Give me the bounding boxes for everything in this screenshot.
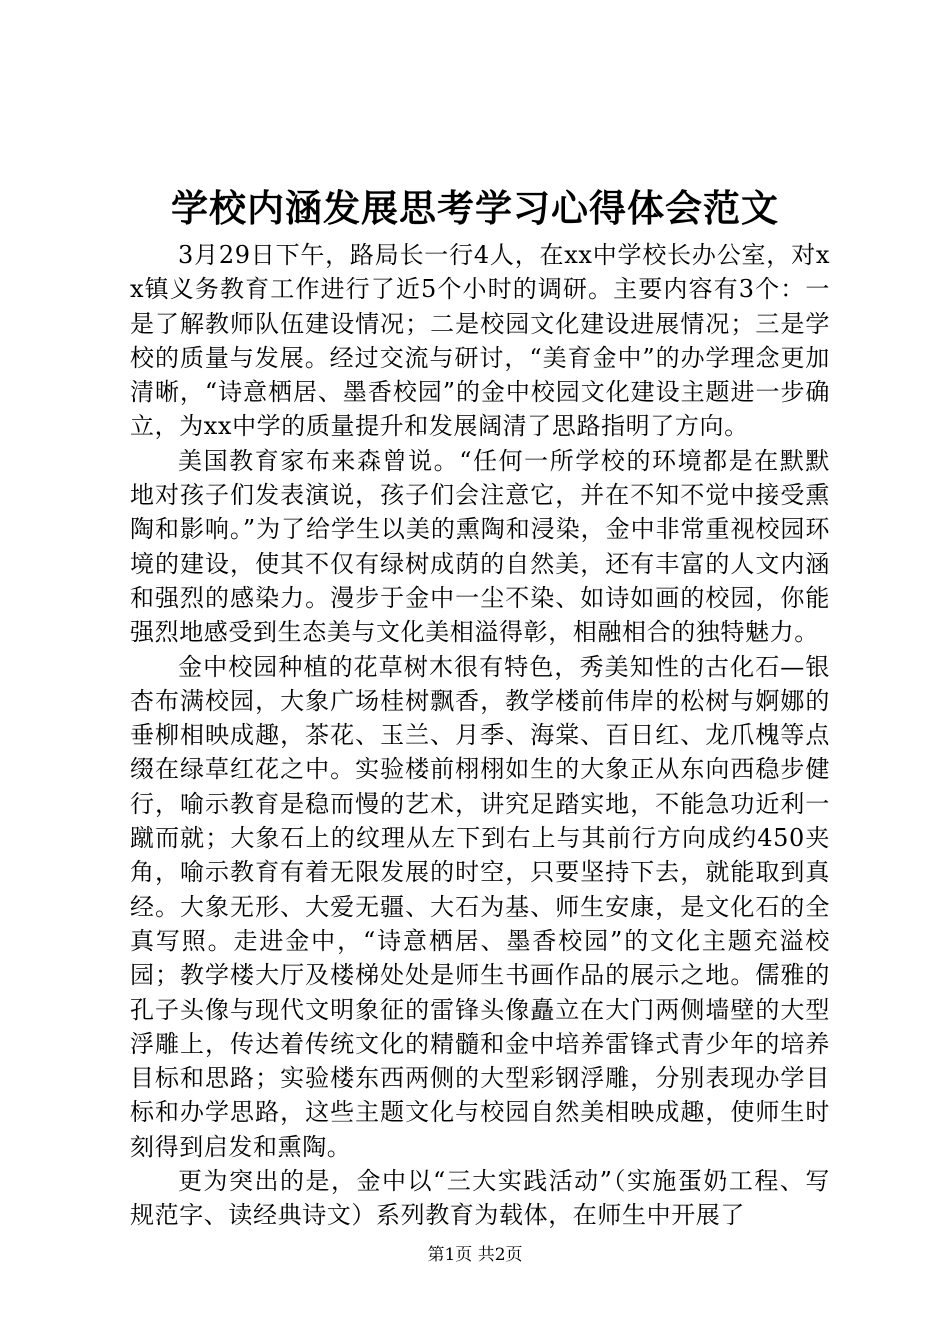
paragraph-1: 3月29日下午，路局长一行4人，在xx中学校长办公室，对xx镇义务教育工作进行了近5个小时的调研。主要内容有3个：一是了解教师队伍建设情况；二是校园文化建设进展情况；三是学校的质量与发展。经过交流与研讨，“美育金中”的办学理念更加清晰，“诗意栖居、墨香校园”的金中校园文化建设主题进一步确立，为xx中学的质量提升和发展阔清了思路指明了方向。 [130,241,830,441]
paragraph-4: 更为突出的是，金中以“三大实践活动”（实施蛋奶工程、写规范字、读经典诗文）系列教育为载体，在师生中开展了 [130,1167,830,1230]
document-title: 学校内涵发展思考学习心得体会范文 [171,186,779,230]
paragraph-2: 美国教育家布来森曾说。“任何一所学校的环境都是在默默地对孩子们发表演说，孩子们会注意它，并在不知不觉中接受熏陶和影响。”为了给学生以美的熏陶和浸染，金中非常重视校园环境的建设，使其不仅有绿树成荫的自然美，还有丰富的人文内涵和强烈的感染力。漫步于金中一尘不染、如诗如画的校园，你能强烈地感受到生态美与文化美相溢得彰，相融相合的独特魅力。 [130,446,830,647]
document-body [130,238,830,1233]
paragraph-3: 金中校园种植的花草树木很有特色，秀美知性的古化石—银杏布满校园，大象广场桂树飘香，教学楼前伟岸的松树与婀娜的垂柳相映成趣，茶花、玉兰、月季、海棠、百日红、龙爪槐等点缀在绿草红花之中。实验楼前栩栩如生的大象正从东向西稳步健行，喻示教育是稳而慢的艺术，讲究足踏实地，不能急功近利一蹴而就；大象石上的纹理从左下到右上与其前行方向成约450夹角，喻示教育有着无限发展的时空，只要坚持下去，就能取到真经。大象无形、大爱无疆、大石为基、师生安康，是文化石的全真写照。走进金中，“诗意栖居、墨香校园”的文化主题充溢校园；教学楼大厅及楼梯处处是师生书画作品的展示之地。儒雅的孔子头像与现代文明象征的雷锋头像矗立在大门两侧墙壁的大型浮雕上，传达着传统文化的精髓和金中培养雷锋式青少年的培养目标和思路；实验楼东西两侧的大型彩钢浮雕，分别表现办学目标和办学思路，这些主题文化与校园自然美相映成趣，使师生时刻得到启发和熏陶。 [130,652,830,1161]
page-number-footer: 第1页 共2页 [427,1245,523,1265]
